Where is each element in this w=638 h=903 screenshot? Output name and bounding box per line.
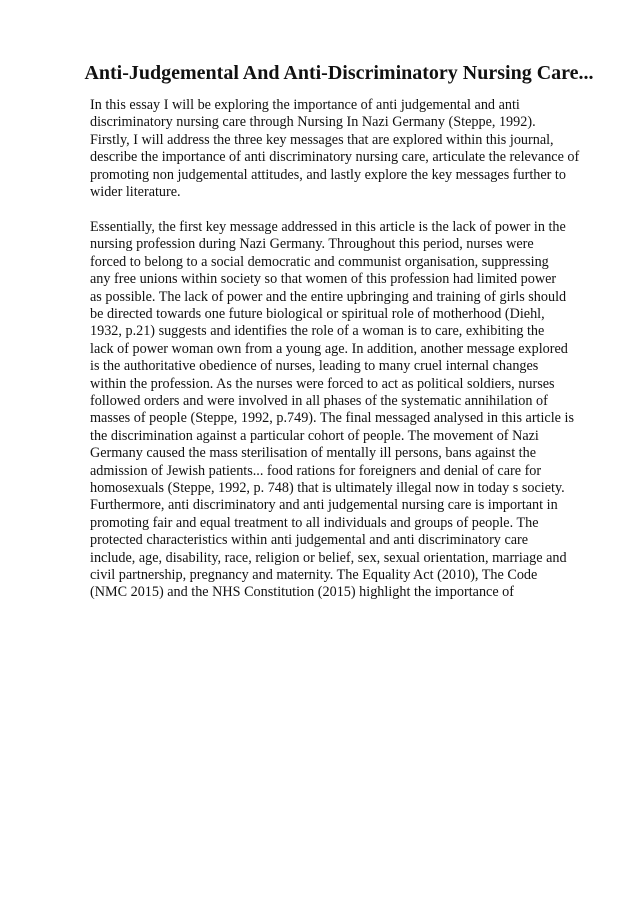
text-line: as possible. The lack of power and the entire upbringing and training of girls should (90, 288, 567, 305)
document-body (90, 97, 605, 619)
text-line: wider literature. (90, 184, 181, 201)
text-line: forced to belong to a social democratic and communist organisation, suppressing (90, 253, 549, 270)
text-line: discriminatory nursing care through Nursing In Nazi Germany (Steppe, 1992). (90, 114, 536, 131)
text-line: masses of people (Steppe, 1992, p.749). The final messaged analysed in this article is (90, 410, 574, 427)
text-line: homosexuals (Steppe, 1992, p. 748) that is ultimately illegal now in today s society. (90, 480, 565, 497)
text-line: Essentially, the first key message addressed in this article is the lack of power in the (90, 218, 566, 235)
text-line: the discrimination against a particular cohort of people. The movement of Nazi (90, 427, 539, 444)
text-line: Germany caused the mass sterilisation of mentally ill persons, bans against the (90, 445, 537, 462)
document-title: Anti-Judgemental And Anti-Discriminatory Nursing Care... (84, 62, 594, 84)
text-line: describe the importance of anti discriminatory nursing care, articulate the relevance of (90, 149, 580, 166)
text-line: followed orders and were involved in all phases of the systematic annihilation of (90, 393, 548, 409)
text-line: In this essay I will be exploring the importance of anti judgemental and anti (90, 97, 520, 113)
text-line: lack of power woman own from a young age. In addition, another message explored (90, 340, 568, 357)
text-line: Firstly, I will address the three key messages that are explored within this journal, (90, 131, 554, 148)
paragraph-2 (90, 219, 605, 602)
text-line: is the authoritative obedience of nurses, leading to many cruel internal changes (90, 358, 539, 375)
text-line: promoting non judgemental attitudes, and lastly explore the key messages further to (90, 166, 566, 183)
text-line: admission of Jewish patients... food rations for foreigners and denial of care for (90, 462, 542, 479)
text-line: include, age, disability, race, religion or belief, sex, sexual orientation, marriage and (90, 549, 567, 566)
text-line: 1932, p.21) suggests and identifies the role of a woman is to care, exhibiting the (90, 323, 545, 340)
text-line: promoting fair and equal treatment to all individuals and groups of people. The (90, 514, 539, 531)
text-line: within the profession. As the nurses were forced to act as political soldiers, nurses (90, 375, 555, 392)
text-line: protected characteristics within anti judgemental and anti discriminatory care (90, 532, 529, 549)
text-line: civil partnership, pregnancy and maternity. The Equality Act (2010), The Code (90, 567, 538, 584)
text-line: (NMC 2015) and the NHS Constitution (2015) highlight the importance of (90, 584, 515, 601)
text-line: nursing profession during Nazi Germany. Throughout this period, nurses were (90, 236, 534, 253)
text-line: be directed towards one future biological or spiritual role of motherhood (Diehl, (90, 305, 545, 322)
paragraph-1 (90, 97, 605, 201)
text-line: Furthermore, anti discriminatory and anti judgemental nursing care is important in (90, 497, 558, 514)
text-line: any free unions within society so that women of this profession had limited power (90, 271, 557, 288)
